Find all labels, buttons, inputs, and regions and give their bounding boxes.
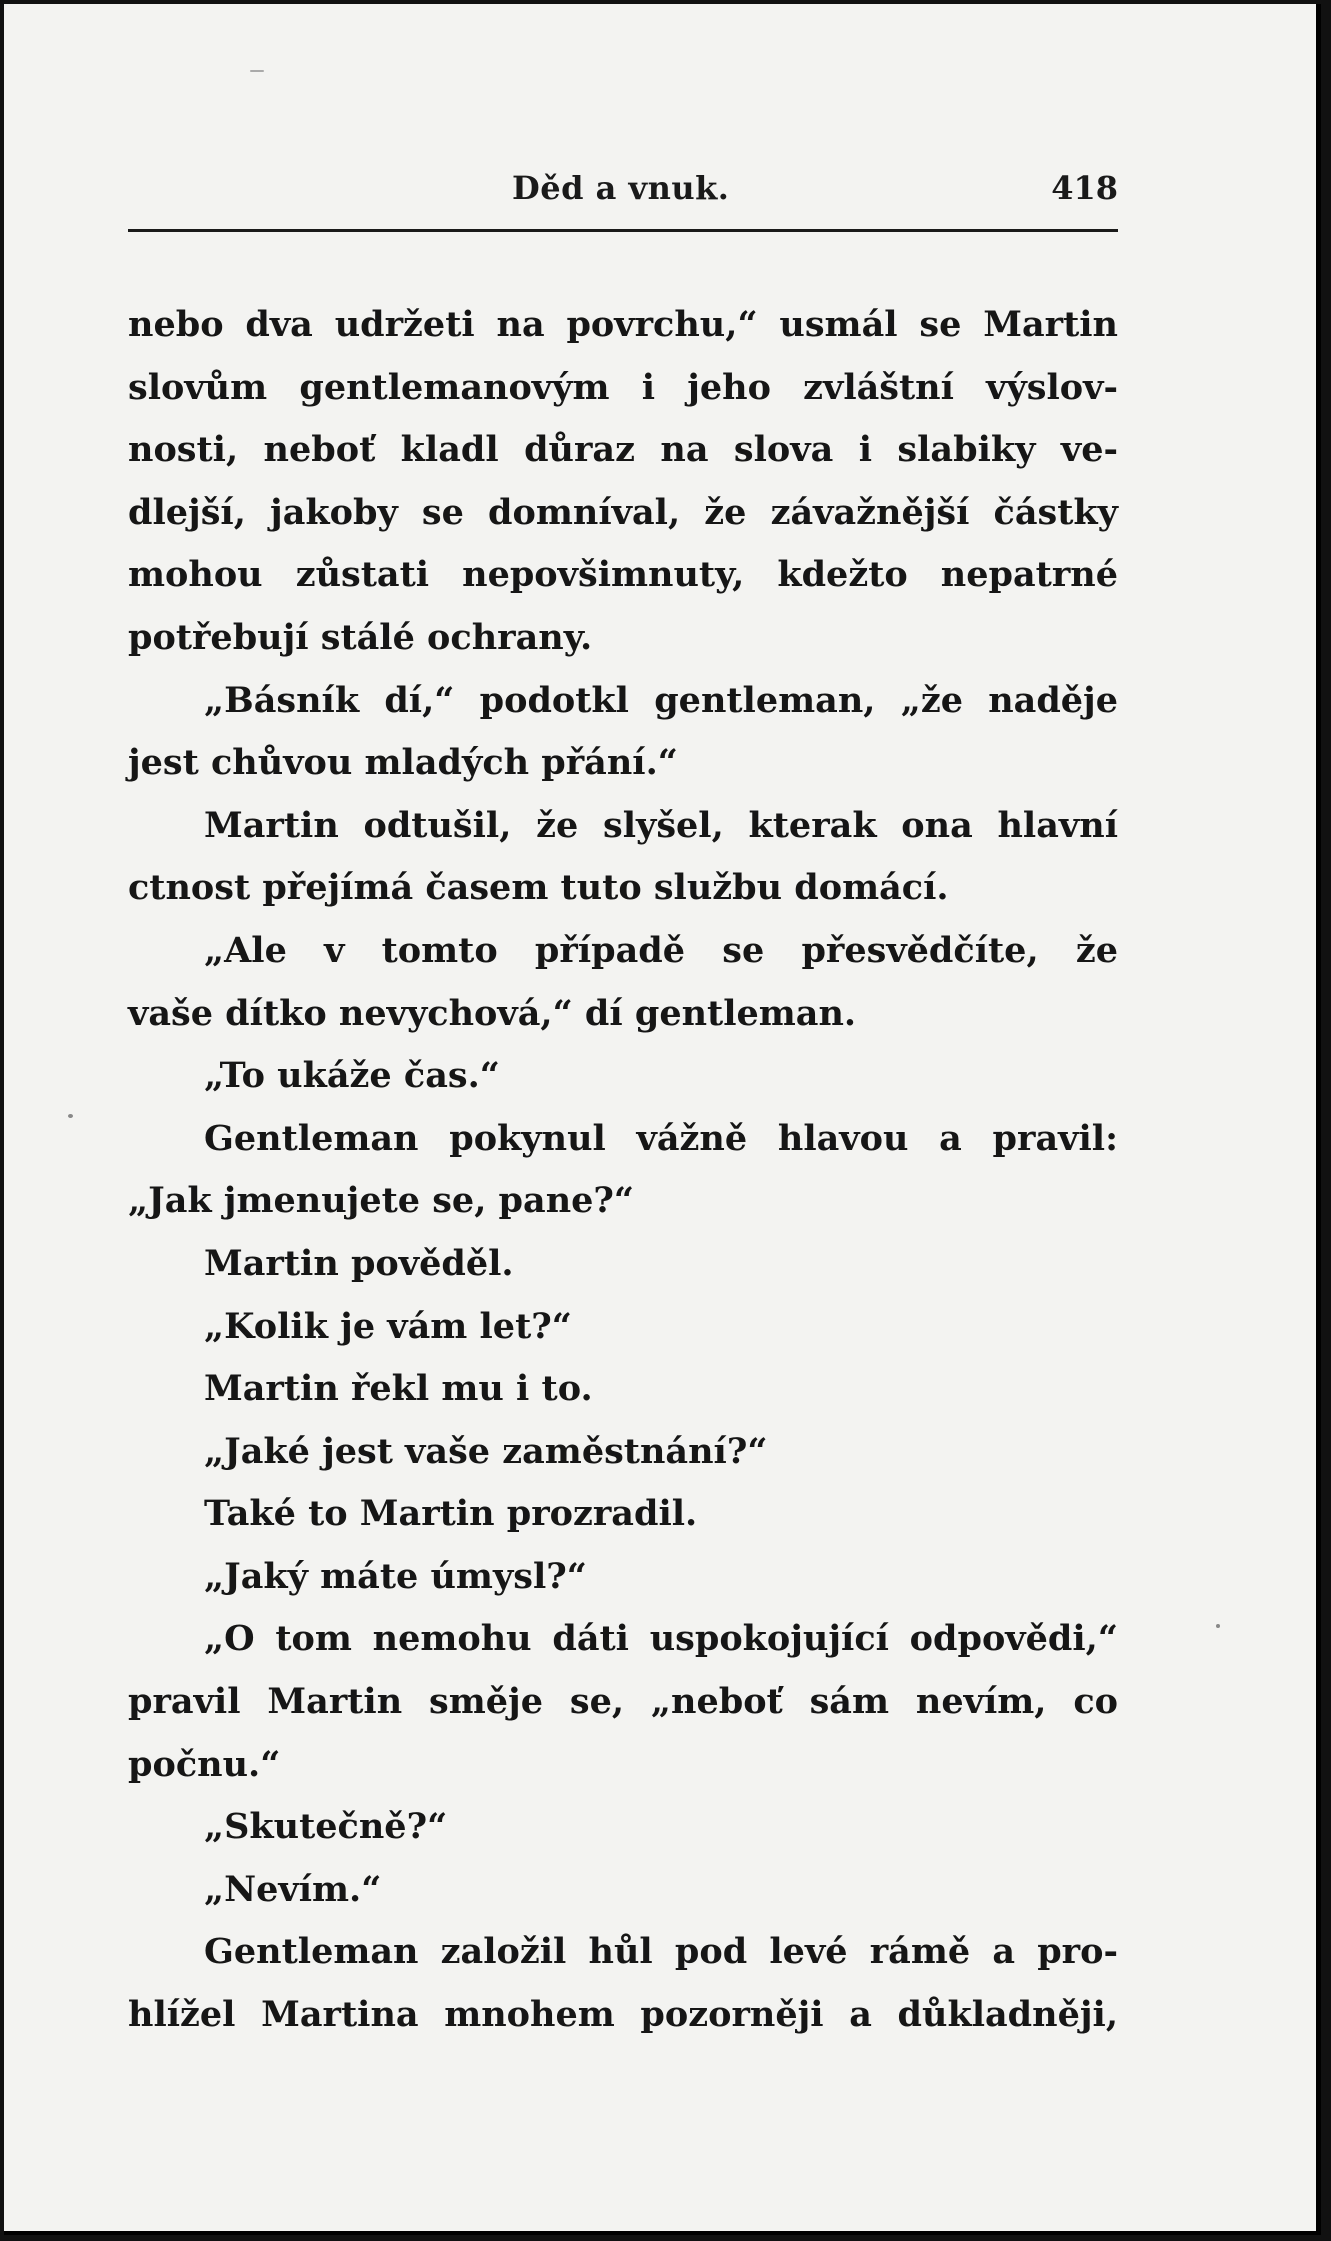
book-page	[4, 4, 1321, 2235]
scan-speck	[68, 1114, 73, 1118]
text-line: „Jaký máte úmysl?“	[204, 1555, 587, 1597]
text-line: nebo dva udržeti na povrchu,“ usmál se Martin	[128, 304, 1118, 345]
text-line: „Básník dí,“ podotkl gentleman, „že naděje	[204, 679, 1118, 721]
body-text	[128, 294, 1118, 2047]
text-line: Gentleman pokynul vážně hlavou a pravil:	[204, 1117, 1118, 1159]
running-head	[128, 169, 1118, 219]
text-line: „O tom nemohu dáti uspokojující odpovědi,“	[204, 1618, 1118, 1660]
text-line: dlejší, jakoby se domníval, že závažnější částky	[128, 491, 1118, 533]
text-line: počnu.“	[128, 1743, 281, 1785]
text-line: „Skutečně?“	[204, 1806, 448, 1848]
text-line: Martin odtušil, že slyšel, kterak ona hlavní	[204, 804, 1118, 846]
text-line: „To ukáže čas.“	[204, 1055, 500, 1097]
text-line: pravil Martin směje se, „neboť sám nevím, co	[128, 1681, 1118, 1723]
scan-speck	[250, 70, 264, 72]
text-line: ctnost přejímá časem tuto službu domácí.	[128, 867, 949, 909]
text-line: Gentleman založil hůl pod levé rámě a pro-	[204, 1931, 1118, 1973]
text-line: potřebují stálé ochrany.	[128, 616, 593, 658]
text-line: mohou zůstati nepovšimnuty, kdežto nepatrné	[128, 554, 1118, 596]
page-number: 418	[1051, 169, 1118, 207]
text-line: „Kolik je vám let?“	[204, 1305, 572, 1347]
text-line: „Jak jmenujete se, pane?“	[128, 1180, 635, 1222]
text-line: „Nevím.“	[204, 1868, 382, 1910]
text-line: „Jaké jest vaše zaměstnání?“	[204, 1430, 768, 1472]
text-line: hlížel Martina mnohem pozorněji a důkladněji,	[128, 1994, 1118, 2036]
text-line: jest chůvou mladých přání.“	[128, 742, 678, 784]
text-line: Martin řekl mu i to.	[204, 1368, 593, 1410]
text-line: vaše dítko nevychová,“ dí gentleman.	[128, 992, 857, 1034]
text-line: Také to Martin prozradil.	[204, 1493, 698, 1535]
text-line: nosti, neboť kladl důraz na slova i slabiky ve-	[128, 429, 1118, 471]
text-line: „Ale v tomto případě se přesvědčíte, že	[204, 929, 1118, 971]
header-rule	[128, 229, 1118, 232]
text-line: Martin pověděl.	[204, 1242, 514, 1284]
chapter-title: Děd a vnuk.	[512, 169, 730, 207]
scan-speck	[1216, 1624, 1220, 1628]
text-line: slovům gentlemanovým i jeho zvláštní výslov-	[128, 366, 1118, 408]
